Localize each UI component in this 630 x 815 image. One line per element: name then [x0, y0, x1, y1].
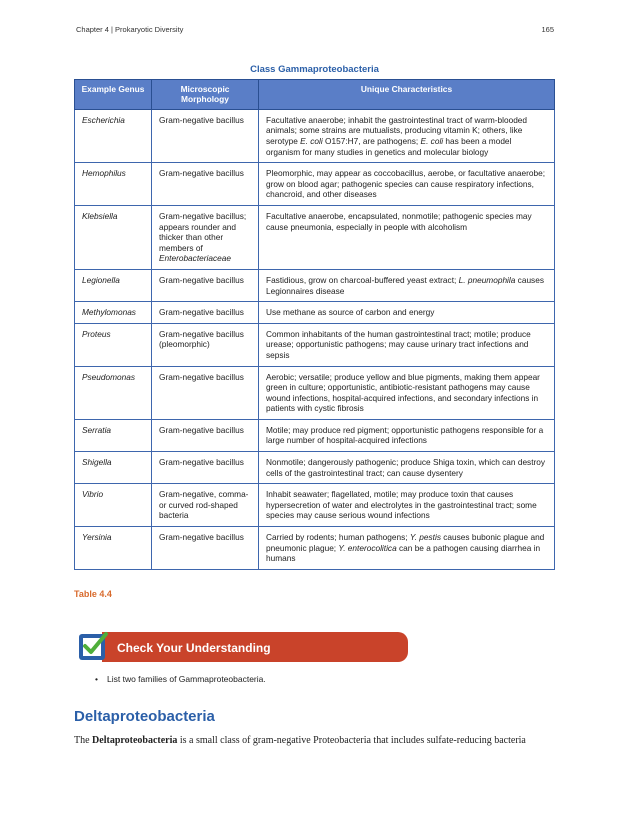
- table-caption: Class Gammaproteobacteria: [250, 64, 379, 75]
- morphology-cell: Gram-negative bacillus: [152, 302, 259, 324]
- table-row: [75, 527, 555, 570]
- morphology-cell: Gram-negative bacillus; appears rounder and thicker than other members of Enterobacteriaceae: [152, 205, 259, 269]
- check-understanding-title: Check Your Understanding: [117, 641, 271, 655]
- genus-cell: Hemophilus: [75, 163, 152, 206]
- characteristics-cell: Fastidious, grow on charcoal-buffered yeast extract; L. pneumophila causes Legionnaires disease: [259, 269, 555, 301]
- genus-cell: Yersinia: [75, 527, 152, 570]
- characteristics-cell: Nonmotile; dangerously pathogenic; produce Shiga toxin, which can destroy cells of the gastrointestinal tract; can cause dysentery: [259, 452, 555, 484]
- gammaproteobacteria-table: [74, 79, 555, 570]
- characteristics-cell: Facultative anaerobe; inhabit the gastrointestinal tract of warm-blooded animals; some strains are mutualists, producing vitamin K; others, like serotype E. coli O157:H7, are pathogens; E. coli has been a model organism for many studies in genetics and molecular biology: [259, 109, 555, 162]
- checkbox-icon: [77, 630, 109, 662]
- morphology-cell: Gram-negative bacillus: [152, 109, 259, 162]
- table-row: [75, 109, 555, 162]
- genus-cell: Methylomonas: [75, 302, 152, 324]
- genus-cell: Proteus: [75, 323, 152, 366]
- table-row: [75, 205, 555, 269]
- morphology-cell: Gram-negative bacillus (pleomorphic): [152, 323, 259, 366]
- genus-cell: Pseudomonas: [75, 366, 152, 419]
- table-row: [75, 323, 555, 366]
- bullet-icon: •: [95, 674, 98, 684]
- table-row: [75, 452, 555, 484]
- characteristics-cell: Aerobic; versatile; produce yellow and blue pigments, making them appear green in culture; opportunistic, antibiotic-resistant pathogens may cause wound infections, hospital-acquired infections, and secondary infections in patients with cystic fibrosis: [259, 366, 555, 419]
- table-label: Table 4.4: [74, 589, 112, 599]
- genus-cell: Serratia: [75, 419, 152, 451]
- morphology-cell: Gram-negative, comma- or curved rod-shaped bacteria: [152, 484, 259, 527]
- list-item: [95, 674, 266, 684]
- genus-cell: Legionella: [75, 269, 152, 301]
- list-item-text: List two families of Gammaproteobacteria.: [107, 674, 266, 684]
- characteristics-cell: Common inhabitants of the human gastrointestinal tract; motile; produce urease; opportunistic pathogens; may cause urinary tract infections and sepsis: [259, 323, 555, 366]
- header-genus: Example Genus: [75, 80, 152, 110]
- genus-cell: Escherichia: [75, 109, 152, 162]
- characteristics-cell: Carried by rodents; human pathogens; Y. pestis causes bubonic plague and pneumonic plague; Y. enterocolitica can be a pathogen causing diarrhea in humans: [259, 527, 555, 570]
- characteristics-cell: Motile; may produce red pigment; opportunistic pathogens responsible for a large number of hospital-acquired infections: [259, 419, 555, 451]
- genus-cell: Vibrio: [75, 484, 152, 527]
- table-row: [75, 484, 555, 527]
- characteristics-cell: Inhabit seawater; flagellated, motile; may produce toxin that causes hypersecretion of water and electrolytes in the gastrointestinal tract; some species may cause serious wound infections: [259, 484, 555, 527]
- table-row: [75, 419, 555, 451]
- genus-cell: Klebsiella: [75, 205, 152, 269]
- morphology-cell: Gram-negative bacillus: [152, 269, 259, 301]
- morphology-cell: Gram-negative bacillus: [152, 366, 259, 419]
- table-header-row: [75, 80, 555, 110]
- characteristics-cell: Pleomorphic, may appear as coccobacillus, aerobe, or facultative anaerobe; grow on blood agar; pathogenic species can cause respiratory infections, chancroid, and other diseases: [259, 163, 555, 206]
- section-heading: Deltaproteobacteria: [74, 708, 215, 725]
- chapter-title: Chapter 4 | Prokaryotic Diversity: [76, 25, 184, 34]
- section-paragraph: The Deltaproteobacteria is a small class of gram-negative Proteobacteria that includes sulfate-reducing bacteria: [74, 735, 526, 746]
- morphology-cell: Gram-negative bacillus: [152, 163, 259, 206]
- morphology-cell: Gram-negative bacillus: [152, 452, 259, 484]
- morphology-cell: Gram-negative bacillus: [152, 419, 259, 451]
- table-row: [75, 302, 555, 324]
- table-row: [75, 163, 555, 206]
- table-row: [75, 366, 555, 419]
- morphology-cell: Gram-negative bacillus: [152, 527, 259, 570]
- genus-cell: Shigella: [75, 452, 152, 484]
- header-characteristics: Unique Characteristics: [259, 80, 555, 110]
- characteristics-cell: Facultative anaerobe, encapsulated, nonmotile; pathogenic species may cause pneumonia, especially in people with alcoholism: [259, 205, 555, 269]
- characteristics-cell: Use methane as source of carbon and energy: [259, 302, 555, 324]
- header-morphology: Microscopic Morphology: [152, 80, 259, 110]
- table-row: [75, 269, 555, 301]
- page-header: [76, 25, 554, 34]
- page-number: 165: [541, 25, 554, 34]
